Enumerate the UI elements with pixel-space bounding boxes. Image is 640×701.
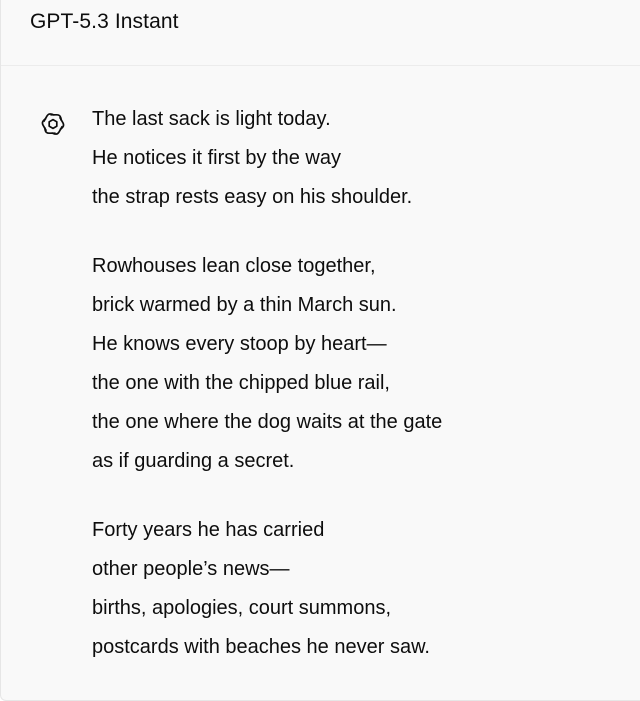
poem-line: He notices it first by the way: [92, 147, 341, 169]
poem-line: Forty years he has carried: [92, 519, 325, 541]
chat-header: [1, 0, 640, 66]
poem-line: other people’s news—: [92, 558, 290, 580]
poem-text: [92, 100, 632, 697]
poem-line: Rowhouses lean close together,: [92, 255, 376, 277]
poem-line: births, apologies, court summons,: [92, 597, 392, 619]
stanza: [92, 100, 632, 217]
poem-line: He knows every stoop by heart—: [92, 333, 387, 355]
model-selector[interactable]: GPT-5.3 Instant: [30, 10, 179, 33]
poem-line: as if guarding a secret.: [92, 450, 295, 472]
poem-line: postcards with beaches he never saw.: [92, 636, 430, 658]
stanza: [92, 247, 632, 481]
poem-line: the one where the dog waits at the gate: [92, 411, 443, 433]
poem-line: brick warmed by a thin March sun.: [92, 294, 397, 316]
poem-line: the strap rests easy on his shoulder.: [92, 186, 413, 208]
stanza: [92, 511, 632, 667]
poem-line: The last sack is light today.: [92, 108, 331, 130]
openai-logo-icon: [39, 110, 67, 138]
poem-line: the one with the chipped blue rail,: [92, 372, 390, 394]
